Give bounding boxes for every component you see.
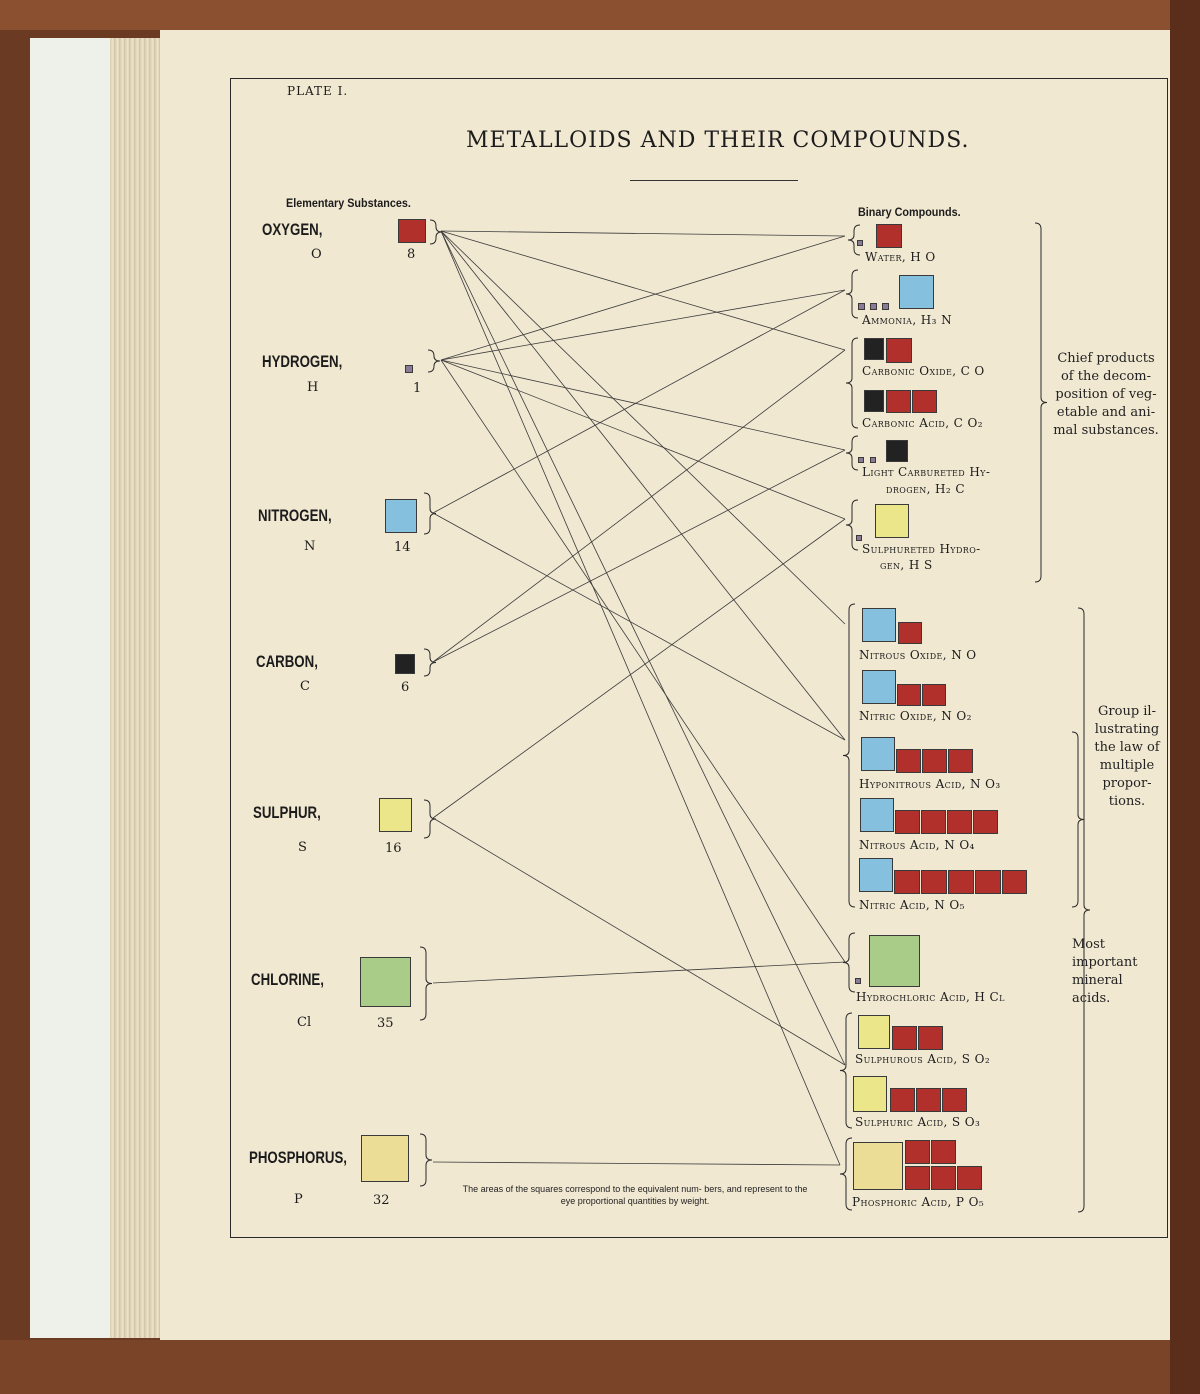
brace-ammonia — [846, 270, 858, 318]
element-symbol-oxygen: O — [311, 247, 322, 262]
note-mineral-acids: Most important mineral acids. — [1072, 937, 1138, 1006]
connector-hydrogen-ammonia — [441, 290, 845, 360]
compound-label-sulphuric-acid: Sulphuric Acid, S O₃ — [855, 1115, 981, 1129]
brace-sulphureted — [846, 500, 858, 550]
phosphorus-square — [361, 1135, 409, 1182]
element-symbol-sulphur: S — [298, 840, 307, 855]
nitric-oxide-nitrogen-square — [862, 670, 896, 704]
brace-chlorine — [420, 947, 432, 1020]
nitric-oxide-oxygen-square — [897, 684, 921, 706]
hyponitrous-acid-oxygen-square — [896, 749, 921, 773]
sulphurous-acid-oxygen-square — [892, 1026, 917, 1050]
element-symbol-chlorine: Cl — [297, 1015, 312, 1030]
element-symbol-hydrogen: H — [307, 380, 319, 395]
connector-phosphorus-phosphoric-acid — [433, 1162, 840, 1165]
brace-multiple-proportions — [1072, 732, 1084, 907]
compound-label-ammonia: Ammonia, H₃ N — [862, 313, 952, 327]
element-number-oxygen: 8 — [407, 247, 416, 262]
ammonia-hydrogen-square — [882, 303, 889, 310]
sulphurous-acid-sulphur-square — [858, 1015, 890, 1049]
element-symbol-nitrogen: N — [304, 539, 316, 554]
element-symbol-carbon: C — [300, 679, 310, 694]
compound-label-carbonic-oxide: Carbonic Oxide, C O — [862, 364, 985, 378]
connector-hydrogen-sulphureted-hydrogen — [441, 360, 845, 519]
element-number-hydrogen: 1 — [413, 381, 422, 396]
note-multiple-proportions: Group il- lustrating the law of multiple propor- tions. — [1094, 704, 1160, 809]
element-name-carbon: CARBON, — [256, 652, 318, 671]
nitrous-acid-oxygen-square — [973, 810, 998, 834]
footnote: The areas of the squares correspond to the equivalent num- bers, and represent to the eye proportional quantities by weight. — [462, 1184, 808, 1206]
nitric-acid-oxygen-square — [948, 870, 974, 894]
compound-label-nitric-oxide: Nitric Oxide, N O₂ — [859, 709, 972, 723]
element-number-sulphur: 16 — [385, 841, 402, 856]
elements-header: Elementary Substances. — [286, 196, 411, 210]
nitrous-oxide-nitrogen-square — [862, 608, 896, 642]
brace-sulphur-acids — [840, 1013, 852, 1128]
water-oxygen-square — [876, 224, 902, 248]
note-chief-products: Chief products of the decom- position of veg- etable and ani- mal substances. — [1053, 351, 1159, 438]
connector-oxygen-phosphoric-acid — [441, 231, 840, 1165]
connector-carbon-carbonic-oxide — [433, 350, 845, 662]
element-name-phosphorus: PHOSPHORUS, — [249, 1148, 347, 1167]
carbon-square — [395, 654, 415, 674]
plate-label: PLATE I. — [287, 84, 349, 98]
connector-sulphur-sulphurous-acid — [433, 818, 845, 1065]
water-hydrogen-square — [857, 240, 863, 246]
compound-label-carbonic-acid: Carbonic Acid, C O₂ — [862, 416, 983, 430]
brace-phosphorus — [420, 1134, 432, 1186]
nitrous-acid-oxygen-square — [895, 810, 920, 834]
light-carbureted-hydrogen-carbon-square — [886, 440, 908, 462]
connector-sulphur-sulphureted-hydrogen — [433, 519, 845, 818]
element-number-phosphorus: 32 — [373, 1193, 390, 1208]
compounds-header: Binary Compounds. — [858, 205, 961, 219]
hyponitrous-acid-oxygen-square — [948, 749, 973, 773]
connector-oxygen-hyponitrous-acid — [441, 231, 845, 740]
compound-label-nitrous-acid: Nitrous Acid, N O₄ — [859, 838, 975, 852]
nitric-acid-oxygen-square — [975, 870, 1001, 894]
phosphoric-acid-phosphorus-square — [853, 1142, 903, 1190]
compound-label-sulphureted-hydrogen-2: gen, H S — [880, 558, 933, 572]
sulphurous-acid-oxygen-square — [918, 1026, 943, 1050]
ammonia-nitrogen-square — [899, 275, 934, 309]
nitrous-acid-nitrogen-square — [860, 798, 894, 832]
element-number-carbon: 6 — [401, 680, 410, 695]
phosphoric-acid-oxygen-square — [905, 1140, 930, 1164]
brace-mineral-acids — [1078, 608, 1090, 1212]
connector-hydrogen-hydrochloric-acid — [441, 360, 845, 962]
connector-oxygen-water — [441, 231, 845, 236]
carbonic-oxide-carbon-square — [864, 338, 884, 360]
compound-label-nitric-acid: Nitric Acid, N O₅ — [859, 898, 965, 912]
brace-light-carbureted — [846, 436, 858, 470]
brace-phosphoric — [840, 1138, 852, 1210]
brace-chief-products — [1035, 223, 1047, 582]
light-carbureted-hydrogen-hydrogen-square — [858, 457, 864, 463]
carbonic-acid-oxygen-square — [886, 390, 911, 413]
connector-chlorine-hydrochloric-acid — [433, 962, 845, 983]
nitrogen-square — [385, 499, 417, 533]
connector-oxygen-nitrous-oxide — [441, 231, 845, 624]
compound-label-hyponitrous-acid: Hyponitrous Acid, N O₃ — [859, 777, 1001, 791]
hydrochloric-acid-hydrogen-square — [855, 978, 861, 984]
nitrous-acid-oxygen-square — [947, 810, 972, 834]
hydrogen-square — [405, 365, 413, 373]
hydrochloric-acid-chlorine-square — [869, 935, 920, 987]
nitric-oxide-oxygen-square — [922, 684, 946, 706]
phosphoric-acid-oxygen-square — [931, 1140, 956, 1164]
plate-title: METALLOIDS AND THEIR COMPOUNDS. — [466, 128, 970, 153]
element-name-oxygen: OXYGEN, — [262, 220, 323, 239]
compound-label-sulphurous-acid: Sulphurous Acid, S O₂ — [855, 1052, 991, 1066]
element-name-sulphur: SULPHUR, — [253, 803, 321, 822]
oxygen-square — [398, 219, 426, 243]
ammonia-hydrogen-square — [858, 303, 865, 310]
connector-carbon-light-carbureted-hydrogen — [433, 450, 845, 662]
carbonic-acid-oxygen-square — [912, 390, 937, 413]
element-name-nitrogen: NITROGEN, — [258, 506, 332, 525]
nitric-acid-oxygen-square — [894, 870, 920, 894]
element-number-nitrogen: 14 — [394, 540, 411, 555]
element-number-chlorine: 35 — [377, 1016, 394, 1031]
carbonic-oxide-oxygen-square — [886, 338, 912, 363]
connector-nitrogen-ammonia — [433, 290, 845, 513]
light-carbureted-hydrogen-hydrogen-square — [870, 457, 876, 463]
brace-oxygen — [430, 220, 442, 244]
sulphuric-acid-oxygen-square — [890, 1088, 915, 1112]
phosphoric-acid-oxygen-square — [905, 1166, 930, 1190]
sulphuric-acid-oxygen-square — [916, 1088, 941, 1112]
nitric-acid-oxygen-square — [921, 870, 947, 894]
sulphuric-acid-sulphur-square — [853, 1076, 887, 1112]
compound-label-water: Water, H O — [865, 250, 936, 264]
element-name-hydrogen: HYDROGEN, — [262, 352, 343, 371]
brace-carbon-compounds — [846, 338, 858, 428]
nitric-acid-oxygen-square — [1002, 870, 1027, 894]
brace-hydrochloric — [843, 933, 855, 992]
phosphoric-acid-oxygen-square — [931, 1166, 956, 1190]
nitrous-acid-oxygen-square — [921, 810, 946, 834]
compound-label-hydrochloric-acid: Hydrochloric Acid, H Cl — [856, 990, 1005, 1004]
sulphureted-hydrogen-hydrogen-square — [856, 535, 862, 541]
nitrous-oxide-oxygen-square — [898, 622, 922, 644]
hyponitrous-acid-nitrogen-square — [861, 737, 895, 771]
connector-oxygen-sulphurous-acid — [441, 231, 845, 1065]
sulphureted-hydrogen-sulphur-square — [875, 504, 909, 538]
hyponitrous-acid-oxygen-square — [922, 749, 947, 773]
carbonic-acid-carbon-square — [864, 390, 884, 412]
brace-hydrogen — [428, 350, 440, 372]
ammonia-hydrogen-square — [870, 303, 877, 310]
phosphoric-acid-oxygen-square — [957, 1166, 982, 1190]
sulphur-square — [379, 798, 412, 832]
sulphuric-acid-oxygen-square — [942, 1088, 967, 1112]
compound-label-light-carbureted-hydrogen-1: Light Carbureted Hy- — [862, 465, 991, 479]
connector-nitrogen-hyponitrous-acid — [433, 513, 845, 740]
brace-carbon — [424, 649, 436, 676]
element-symbol-phosphorus: P — [294, 1192, 303, 1207]
brace-nitrogen-compounds — [843, 604, 855, 907]
connector-hydrogen-light-carbureted-hydrogen — [441, 360, 845, 450]
compound-label-nitrous-oxide: Nitrous Oxide, N O — [859, 648, 977, 662]
compound-label-sulphureted-hydrogen-1: Sulphureted Hydro- — [862, 542, 981, 556]
chlorine-square — [360, 957, 411, 1007]
compound-label-phosphoric-acid: Phosphoric Acid, P O₅ — [852, 1195, 985, 1209]
nitric-acid-nitrogen-square — [859, 858, 893, 892]
element-name-chlorine: CHLORINE, — [251, 970, 324, 989]
compound-label-light-carbureted-hydrogen-2: drogen, H₂ C — [886, 482, 965, 496]
connector-hydrogen-water — [441, 236, 845, 360]
